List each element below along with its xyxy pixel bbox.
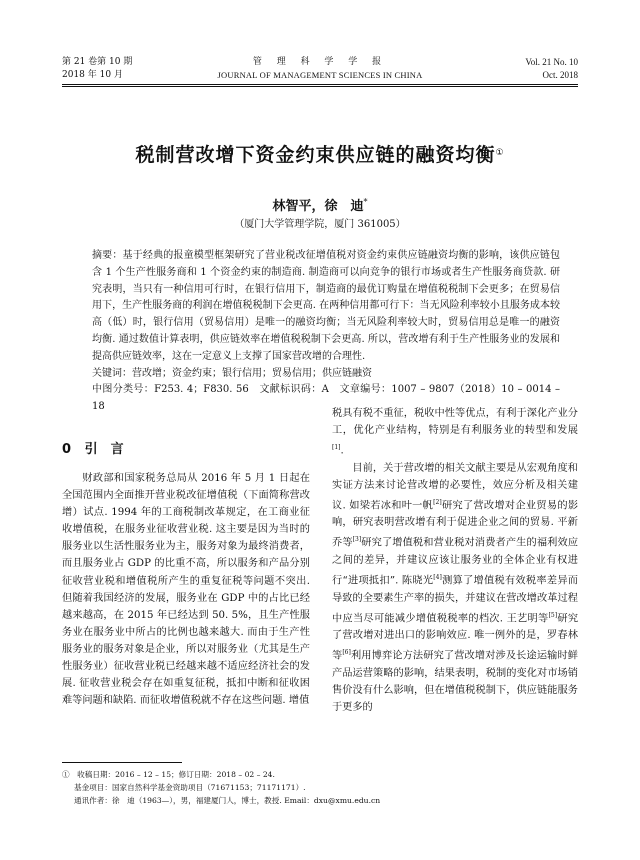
- keywords-label: 关键词：: [92, 367, 132, 379]
- header-rule-2: [62, 86, 578, 87]
- citation: [6]: [342, 649, 351, 657]
- journal-name-en: JOURNAL OF MANAGEMENT SCIENCES IN CHINA: [217, 70, 423, 80]
- left-column: [62, 470, 310, 709]
- paragraph-text: 测算了增值税有效税率差异而导致的全要素生产率的损失，并建议在营改增改革过程中应当尽可能减少增值税税率的档次. 王艺明等: [332, 575, 578, 624]
- volume-cn: 第 21 卷第 10 期: [62, 57, 133, 67]
- abstract-label: 摘要：: [92, 250, 123, 261]
- citation: [5]: [548, 611, 558, 619]
- section-heading: [62, 438, 124, 457]
- paragraph-text: 研究了营改增对企业贸易的影响，研究表明营改增有利于促进企业之间的贸易. 平新乔等: [332, 500, 579, 549]
- footnotes: [62, 768, 578, 807]
- citation: [3]: [352, 536, 362, 544]
- section-title: 引 言: [84, 442, 124, 457]
- citation: [1]: [332, 444, 341, 452]
- paragraph-text: 税具有税不重征，税收中性等优点，有利于深化产业分工，优化产业结构，特别是有利服务业的转型和发展: [332, 408, 578, 437]
- keywords: [92, 366, 560, 383]
- abstract: [92, 248, 560, 366]
- header-rule: [62, 84, 578, 85]
- title-footnote-mark: ①: [495, 148, 505, 158]
- paragraph: 财政部和国家税务总局从 2016 年 5 月 1 日起在全国范围内全面推开营业税改征增值税（下面简称营改增）试点. 1994 年的工商税制改革规定，在工商业征收增值税，在服务业征收营业税. 这主要是因为当时的服务业以生活性服务业为主，服务对象为最终消费者，而且服务业占 GDP 的比重不高，所以服务和产品分别征收营业税和增值税所产生的重复征税等问题不突出. 但随着我国经济的发展，服务业在 GDP 中的占比已经越来越高，在 2015 年已经达到 50. 5%，且生产性服务业在服务业中所占的比例也越来越大. 而由于生产性服务业的服务对象是企业，所以对服务业（尤其是生产性服务业）征收营业税已经越来越不适应经济社会的发展. 征收营业税会存在如重复征税，抵扣中断和征收困难等问题和缺陷. 而征收增值税就不存在这些问题. 增值: [62, 473, 310, 707]
- footnote-funding: 基金项目：国家自然科学基金资助项目（71671153；71171171）.: [74, 783, 306, 792]
- header-center: [62, 56, 578, 82]
- authors: [0, 195, 640, 214]
- paragraph: [332, 460, 578, 716]
- section-number: 0: [62, 442, 72, 457]
- volume-en: Vol. 21 No. 10: [525, 57, 578, 67]
- paper-title-text: 税制营改增下资金约束供应链的融资均衡: [135, 144, 496, 166]
- paragraph-text: 目前，关于营改增的相关文献主要是从宏观角度和实证方法来讨论营改增的必要性，效应分析及相关建议. 如梁若冰和叶一帆: [332, 462, 578, 512]
- right-column: [332, 405, 578, 716]
- paragraph-text: 利用博弈论方法研究了营改增对涉及长途运输时鲜产品运营策略的影响，结果表明，税制的变化对市场销售价没有什么影响，但在增值税税制下，供应链能服务于更多的: [332, 650, 578, 713]
- affiliation: （厦门大学管理学院，厦门 361005）: [234, 219, 406, 230]
- header-right: [525, 56, 578, 82]
- footnote-rule: [62, 762, 182, 763]
- keywords-text: 营改增；资金约束；银行信用；贸易信用；供应链融资: [132, 367, 372, 379]
- paragraph-text: 研究了增值税和营业税对消费者产生的福利效应之间的差异，并建议应该让服务业的全体企业有权进行“进项抵扣”. 陈晓光: [332, 537, 579, 587]
- footnote-received: ① 收稿日期：2016 – 12 – 15；修订日期：2018 – 02 – 24.: [62, 770, 275, 779]
- footnote-corresponding-author: 通讯作者：徐 迪（1963—），男，福建厦门人，博士，教授. Email：dxu@xmu.edu.cn: [74, 796, 381, 805]
- date-en: Oct. 2018: [542, 70, 578, 80]
- paper-title: [0, 140, 640, 167]
- paragraph-end: .: [340, 445, 344, 457]
- citation: [2]: [433, 498, 442, 506]
- corresponding-mark: *: [363, 197, 368, 207]
- author-names: 林智平，徐 迪: [272, 199, 364, 214]
- abstract-block: [92, 248, 560, 416]
- citation: [4]: [433, 574, 442, 582]
- date-cn: 2018 年 10 月: [62, 70, 123, 80]
- paragraph-continued: [332, 405, 578, 460]
- journal-name-cn: 管 理 科 学 学 报: [252, 57, 388, 67]
- paragraph-text: 研究了营改增对进出口的影响效应. 唯一例外的是，罗春林等: [332, 612, 579, 662]
- abstract-text: 基于经典的报童模型框架研究了营业税改征增值税对资金约束供应链融资均衡的影响，该供应链包含 1 个生产性服务商和 1 个资金约束的制造商. 制造商可以向竞争的银行市场或者生产性服务商贷款. 研究表明，当只有一种信用可行时，在银行信用下，制造商的最优订购量在增值税税制下会更多；在贸易信用下，生产性服务商的利润在增值税税制下会更高. 在两种信用都可行下：当无风险利率较小且服务成本较高（低）时，银行信用（贸易信用）是唯一的融资均衡；当无风险利率较大时，贸易信用总是唯一的融资均衡. 通过数值计算表明，供应链效率在增值税税制下会更高. 所以，营改增有利于生产性服务业的发展和提高供应链效率，这在一定意义上支撑了国家营改增的合理性.: [92, 250, 561, 362]
- classification-line: 中图分类号：F253. 4；F830. 56 文献标识码：A 文章编号：1007 – 9807（2018）10 – 0014 – 18: [92, 384, 560, 413]
